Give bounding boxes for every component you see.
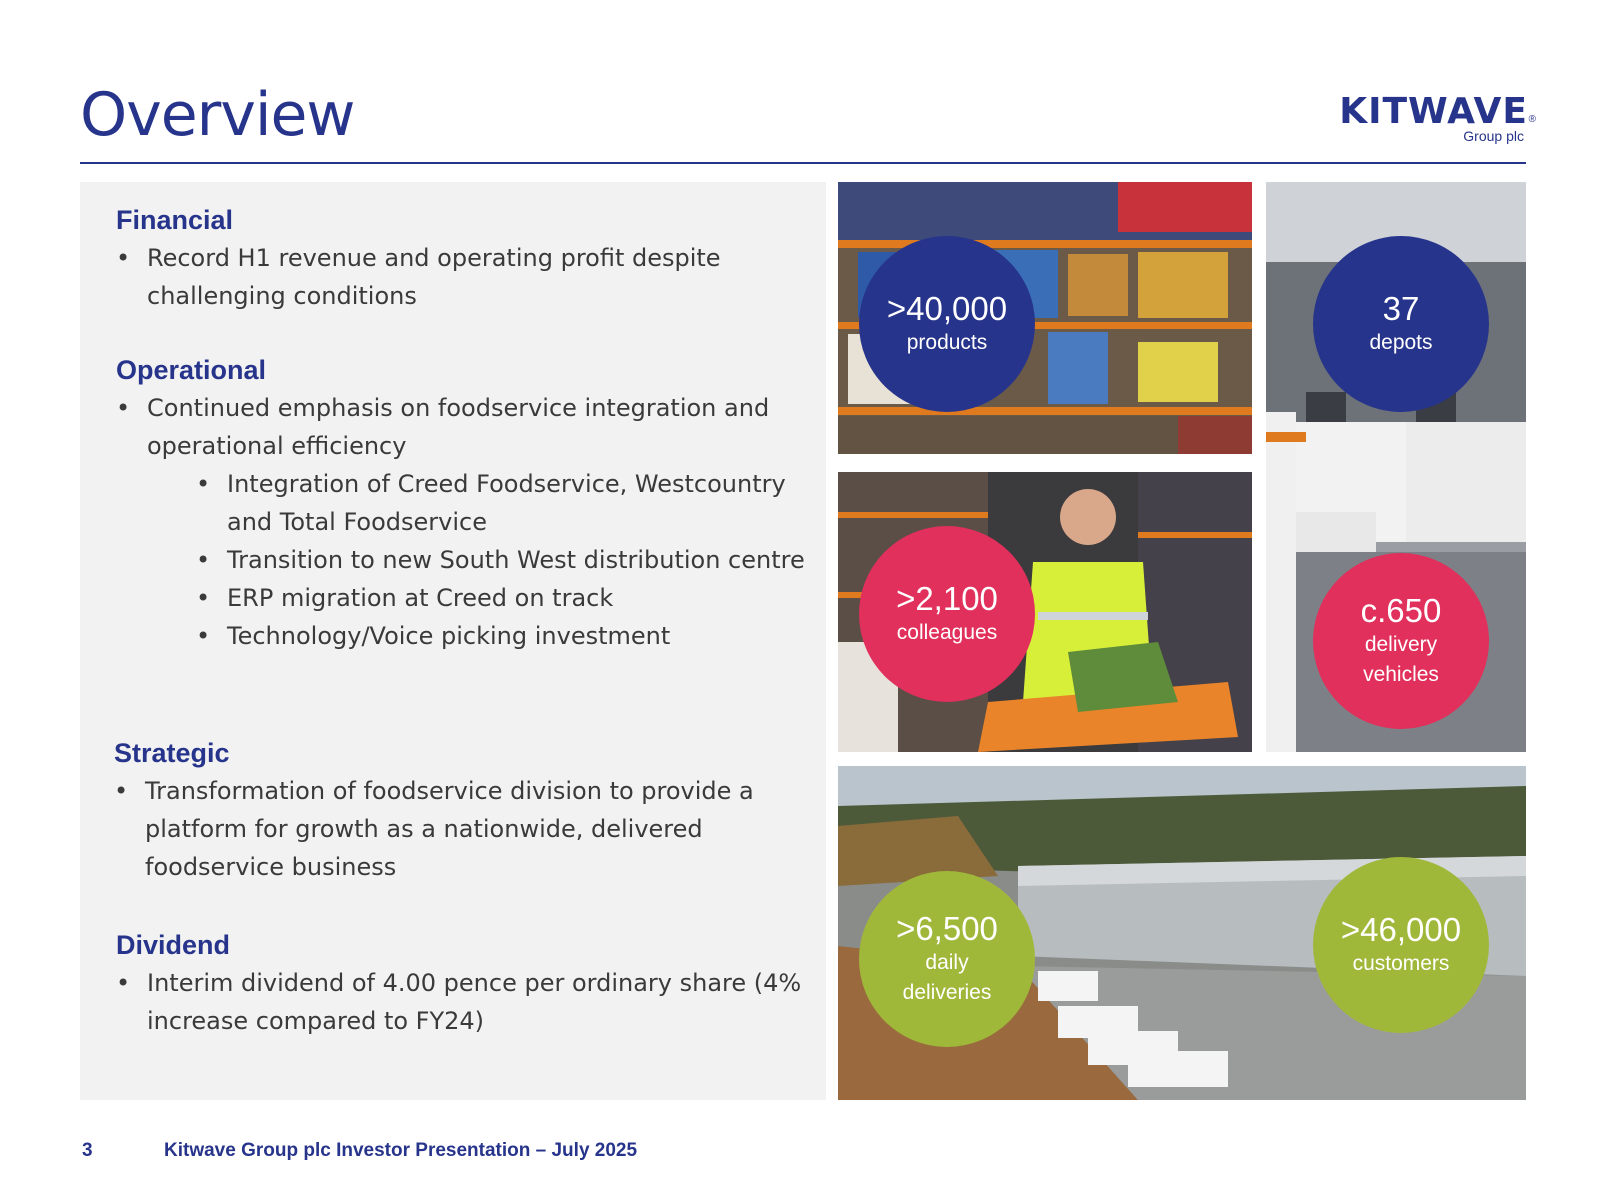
dividend-heading: Dividend	[116, 930, 231, 960]
products-stat-badge	[859, 236, 1035, 412]
financial-bullet: • Record H1 revenue and operating profit despite challenging conditions	[116, 239, 806, 315]
customers-stat-label: customers	[1352, 952, 1450, 975]
operational-sub-bullet: • ERP migration at Creed on track	[196, 579, 806, 617]
financial-section	[116, 204, 806, 315]
logo-subtitle: Group plc	[1463, 128, 1524, 144]
operational-sub-bullet: • Transition to new South West distribution centre	[196, 541, 806, 579]
vehicles-stat-badge	[1313, 553, 1489, 729]
operational-heading: Operational	[116, 355, 267, 385]
slide-title: Overview	[80, 80, 355, 150]
deliveries-stat-badge	[859, 871, 1035, 1047]
customers-stat-badge	[1313, 857, 1489, 1033]
vehicles-stat-label-line2: vehicles	[1363, 663, 1439, 686]
vehicles-stat-label-line1: delivery	[1364, 633, 1438, 656]
colleagues-stat-badge	[859, 526, 1035, 702]
depots-stat-value: 37	[1382, 290, 1420, 327]
operational-bullet: • Continued emphasis on foodservice integration and operational efficiency	[116, 389, 806, 465]
footer-caption: Kitwave Group plc Investor Presentation – July 2025	[164, 1140, 638, 1161]
strategic-bullet: • Transformation of foodservice division to provide a platform for growth as a nationwide, delivered foodservice business	[114, 772, 804, 886]
products-stat-value: >40,000	[886, 290, 1008, 327]
strategic-heading: Strategic	[114, 738, 230, 768]
operational-sub-bullet: • Technology/Voice picking investment	[196, 617, 806, 655]
kitwave-logo	[1328, 91, 1536, 144]
dividend-bullet: • Interim dividend of 4.00 pence per ordinary share (4% increase compared to FY24)	[116, 964, 806, 1040]
title-divider	[80, 162, 1526, 164]
page-number: 3	[82, 1140, 93, 1161]
products-stat-label: products	[906, 331, 988, 354]
deliveries-stat-value: >6,500	[896, 910, 998, 947]
operational-sub-bullet: • Integration of Creed Foodservice, Westcountry and Total Foodservice	[196, 465, 806, 541]
customers-stat-value: >46,000	[1340, 911, 1462, 948]
overview-text-panel	[80, 182, 826, 1100]
colleagues-stat-label: colleagues	[896, 621, 998, 644]
deliveries-stat-label-line1: daily	[925, 951, 969, 974]
financial-heading: Financial	[116, 205, 234, 235]
depots-stat-badge	[1313, 236, 1489, 412]
registered-mark: ®	[1528, 114, 1536, 125]
colleagues-stat-value: >2,100	[896, 580, 998, 617]
vehicles-stat-value: c.650	[1360, 592, 1442, 629]
depots-stat-label: depots	[1369, 331, 1433, 354]
strategic-section	[114, 737, 804, 886]
deliveries-stat-label-line2: deliveries	[902, 981, 992, 1004]
logo-wordmark: KITWAVE	[1339, 91, 1528, 132]
dividend-section	[116, 929, 806, 1040]
operational-section	[116, 354, 806, 655]
